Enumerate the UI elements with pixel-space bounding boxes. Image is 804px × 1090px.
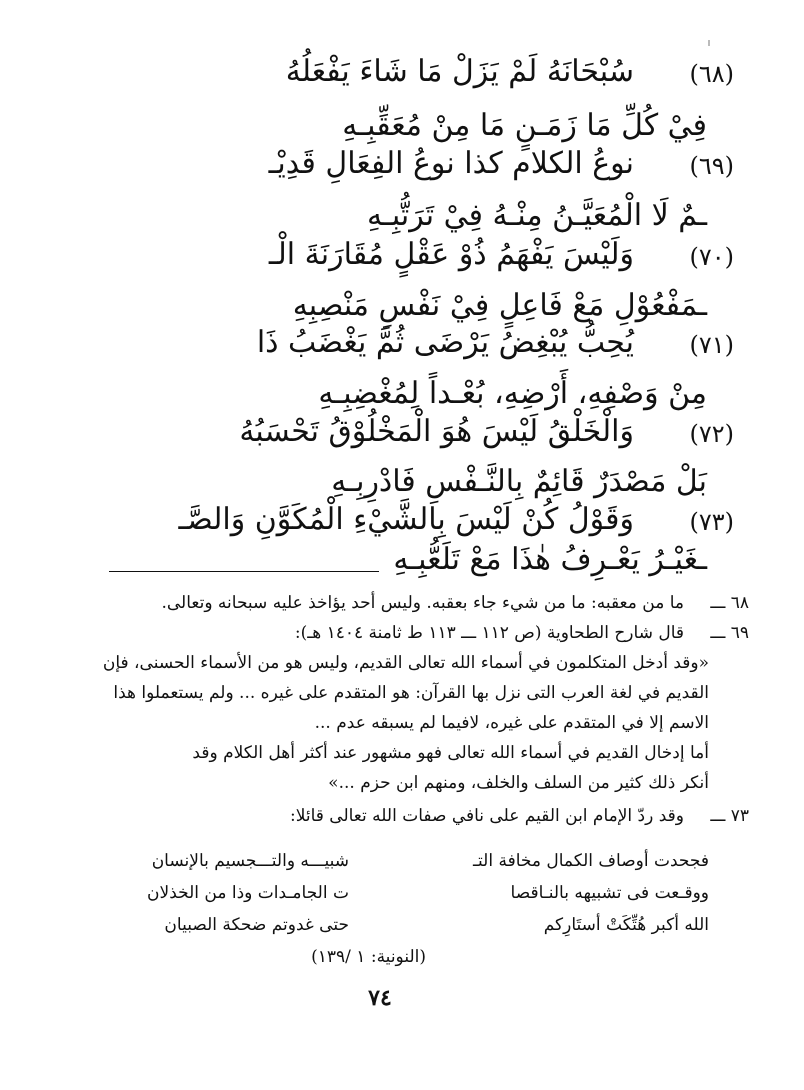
poem-line-left-hemistich: ت الجامـدات وذا من الخذلان: [147, 883, 349, 903]
footnote-quote-line: أما إدخال القديم في أسماء الله تعالى فهو مشهور عند أكثر أهل الكلام وقد: [192, 743, 709, 763]
verse-line-second-hemistich: ـمَفْعُوْلِ مَعْ فَاعِلٍ فِيْ نَفْسِ مَنْصِبِهِ: [292, 288, 707, 323]
footnote-quote-line: القديم في لغة العرب التى نزل بها القرآن: هو المتقدم على غيره ... ولم يستعملوا هذا: [113, 683, 709, 703]
page-number: ٧٤: [368, 985, 392, 1011]
poem-line-right-hemistich: ووقـعت فى تشبيهه بالنـاقصا: [510, 883, 709, 903]
footnote-number: ٦٨ ـــ: [710, 593, 749, 613]
verse-line-first-hemistich: وَالْخَلْقُ لَيْسَ هُوَ الْمَخْلُوْقُ تَحْسَبُهُ: [239, 414, 634, 449]
verse-line-first-hemistich: نوعُ الكلام كذا نوعُ الفِعَالِ قَدِيْـ: [268, 146, 634, 181]
poem-line-right-hemistich: الله أكبر هُتِّكَتْ أستَارِكم: [543, 915, 709, 935]
footnote-quote-line: «وقد أدخل المتكلمون في أسماء الله تعالى القديم، وليس هو من الأسماء الحسنى، فإن: [102, 653, 709, 673]
poem-line-left-hemistich: شبيـــه والتـــجسيم بالإنسان: [151, 851, 349, 871]
footnote-number: ٧٣ ـــ: [710, 806, 749, 826]
footnote-text: ما من معقبه: ما من شيء جاء بعقبه. وليس أحد يؤاخذ عليه سبحانه وتعالى.: [161, 593, 684, 613]
verse-number: (٦٨): [689, 60, 734, 88]
verse-line-first-hemistich: وَقَوْلُ كُنْ لَيْسَ بِالشَّيْءِ الْمُكَوَّنِ وَالصَّـ: [178, 502, 634, 537]
verse-line-first-hemistich: وَلَيْسَ يَفْهَمُ ذُوْ عَقْلٍ مُقَارَنَةَ الْـ: [268, 237, 634, 272]
verse-line-second-hemistich: ـمٌ لَا الْمُعَيَّـنُ مِنْـهُ فِيْ تَرَتُّبِـهِ: [366, 198, 707, 233]
footnote-text: وقد ردّ الإمام ابن القيم على نافي صفات الله تعالى قائلا:: [289, 806, 684, 826]
verse-number: (٦٩): [689, 152, 734, 180]
verse-number: (٧٠): [689, 243, 734, 271]
verse-line-second-hemistich: ـغَيْـرُ يَعْـرِفُ هٰذَا مَعْ تَلَعُّبِـهِ: [393, 542, 707, 577]
verse-line-first-hemistich: يُحِبُّ يُبْغِضُ يَرْضَى ثُمَّ يَغْضَبُ ذَا: [256, 325, 634, 360]
footnote-divider: [109, 571, 379, 572]
poem-source: (النونية: ١ /١٣٩): [311, 947, 426, 967]
scan-speck: [708, 40, 710, 46]
footnote-quote-line: الاسم إلا في المتقدم على غيره، لافيما لم يسبقه عدم ...: [314, 713, 709, 733]
verse-number: (٧٢): [689, 420, 734, 448]
verse-line-second-hemistich: فِيْ كُلِّ مَا زَمَـنٍ مَا مِنْ مُعَقِّبِـهِ: [342, 108, 707, 143]
poem-line-right-hemistich: فجحدت أوصاف الكمال مخافة التـ: [473, 851, 709, 871]
verse-line-second-hemistich: بَلْ مَصْدَرٌ قَائِمٌ بِالنَّـفْسِ فَادْرِبِـهِ: [331, 464, 707, 499]
verse-line-second-hemistich: مِنْ وَصْفِهِ، أَرْضِهِ، بُعْـداً لِمُغْضِبِـهِ: [318, 376, 707, 411]
footnote-text: قال شارح الطحاوية (ص ١١٢ ـــ ١١٣ ط ثامنة ١٤٠٤ هـ):: [294, 623, 684, 643]
verse-line-first-hemistich: سُبْحَانَهُ لَمْ يَزَلْ مَا شَاءَ يَفْعَلُهُ: [285, 54, 634, 89]
verse-number: (٧١): [689, 331, 734, 359]
verse-number: (٧٣): [689, 508, 734, 536]
footnote-number: ٦٩ ـــ: [710, 623, 749, 643]
footnote-quote-line: أنكر ذلك كثير من السلف والخلف، ومنهم ابن حزم ...»: [328, 773, 709, 793]
poem-line-left-hemistich: حتى غدوتم ضحكة الصبيان: [164, 915, 349, 935]
